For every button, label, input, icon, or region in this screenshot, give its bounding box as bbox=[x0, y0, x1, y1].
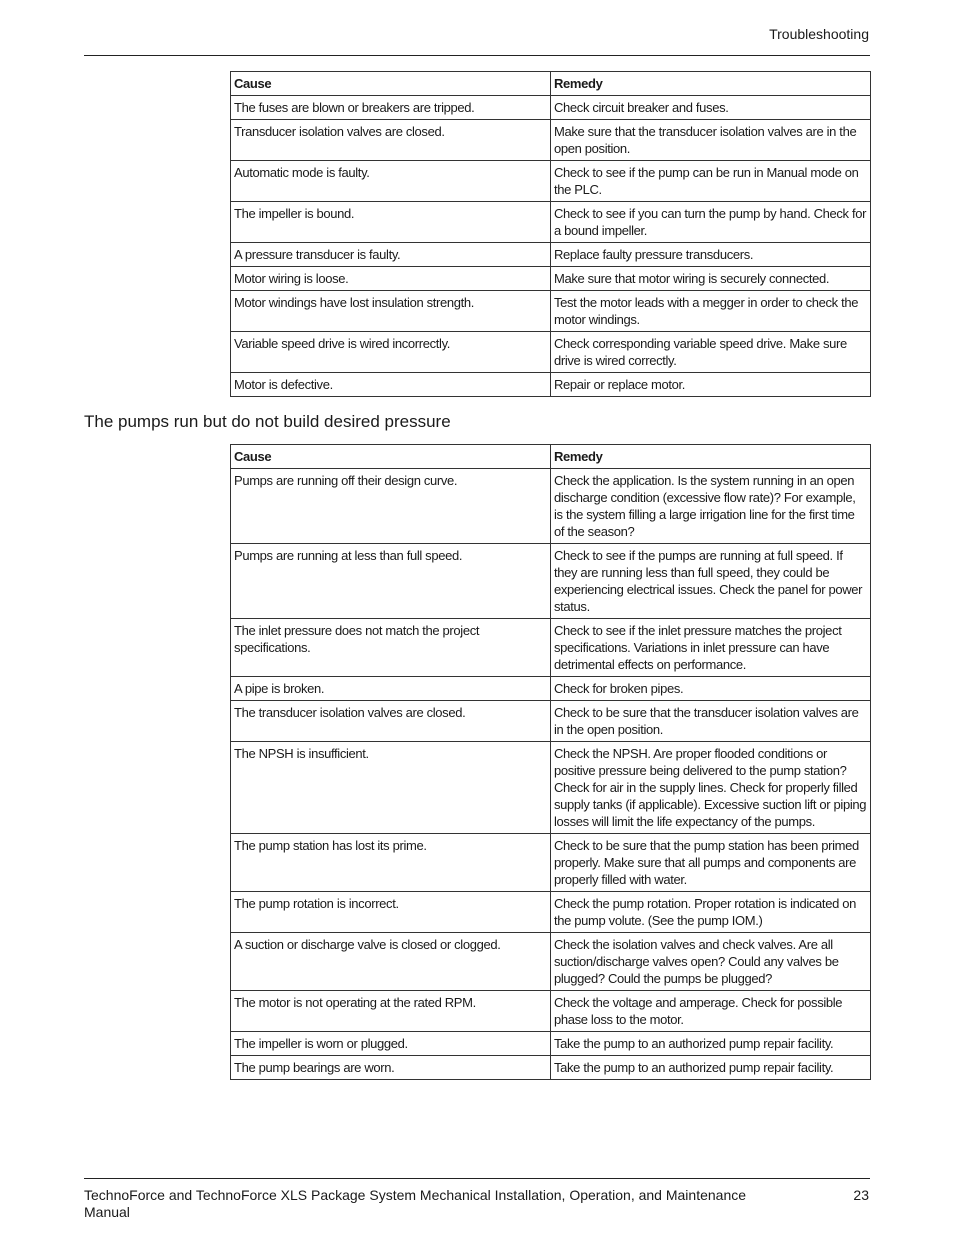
troubleshooting-table-2 bbox=[230, 444, 871, 1080]
remedy-cell: Check the NPSH. Are proper flooded conditions or positive pressure being delivered to the pump station? Check for air in the supply lines. Check for properly filled supply tanks (if applicable). Excessive suction lift or piping losses will limit the life expectancy of the pumps. bbox=[551, 742, 871, 834]
cause-cell: Pumps are running off their design curve. bbox=[231, 469, 551, 544]
remedy-cell: Check the pump rotation. Proper rotation is indicated on the pump volute. (See the pump IOM.) bbox=[551, 892, 871, 933]
table-row bbox=[231, 291, 871, 332]
cause-cell: The pump rotation is incorrect. bbox=[231, 892, 551, 933]
remedy-cell: Check the voltage and amperage. Check for possible phase loss to the motor. bbox=[551, 991, 871, 1032]
remedy-cell: Check to see if the pump can be run in Manual mode on the PLC. bbox=[551, 161, 871, 202]
table-row bbox=[231, 202, 871, 243]
table-row bbox=[231, 373, 871, 397]
cause-cell: The inlet pressure does not match the project specifications. bbox=[231, 619, 551, 677]
table-row bbox=[231, 267, 871, 291]
cause-cell: The pump station has lost its prime. bbox=[231, 834, 551, 892]
cause-cell: The NPSH is insufficient. bbox=[231, 742, 551, 834]
cause-cell: The pump bearings are worn. bbox=[231, 1056, 551, 1080]
remedy-cell: Check the isolation valves and check valves. Are all suction/discharge valves open? Could any valves be plugged? Could the pumps be plugged? bbox=[551, 933, 871, 991]
table-body bbox=[231, 469, 871, 1080]
remedy-cell: Make sure that the transducer isolation valves are in the open position. bbox=[551, 120, 871, 161]
table-row bbox=[231, 120, 871, 161]
column-header-remedy: Remedy bbox=[551, 72, 871, 96]
remedy-cell: Check to see if the inlet pressure matches the project specifications. Variations in inlet pressure can have detrimental effects on performance. bbox=[551, 619, 871, 677]
remedy-cell: Check for broken pipes. bbox=[551, 677, 871, 701]
table-row bbox=[231, 544, 871, 619]
table-row bbox=[231, 742, 871, 834]
cause-cell: A pressure transducer is faulty. bbox=[231, 243, 551, 267]
remedy-cell: Replace faulty pressure transducers. bbox=[551, 243, 871, 267]
table-row bbox=[231, 1032, 871, 1056]
table-body bbox=[231, 96, 871, 397]
page-number: 23 bbox=[853, 1187, 869, 1203]
cause-cell: The motor is not operating at the rated RPM. bbox=[231, 991, 551, 1032]
cause-cell: The fuses are blown or breakers are tripped. bbox=[231, 96, 551, 120]
table-row bbox=[231, 677, 871, 701]
table-row bbox=[231, 96, 871, 120]
table-row bbox=[231, 161, 871, 202]
table-row bbox=[231, 469, 871, 544]
section-heading: The pumps run but do not build desired pressure bbox=[84, 412, 451, 431]
cause-cell: Transducer isolation valves are closed. bbox=[231, 120, 551, 161]
table-row bbox=[231, 619, 871, 677]
remedy-cell: Take the pump to an authorized pump repair facility. bbox=[551, 1032, 871, 1056]
remedy-cell: Check circuit breaker and fuses. bbox=[551, 96, 871, 120]
table-header-row bbox=[231, 445, 871, 469]
cause-cell: Motor windings have lost insulation strength. bbox=[231, 291, 551, 332]
troubleshooting-table-1 bbox=[230, 71, 871, 397]
cause-cell: Automatic mode is faulty. bbox=[231, 161, 551, 202]
remedy-cell: Make sure that motor wiring is securely connected. bbox=[551, 267, 871, 291]
cause-cell: Motor is defective. bbox=[231, 373, 551, 397]
table-row bbox=[231, 243, 871, 267]
cause-cell: The transducer isolation valves are closed. bbox=[231, 701, 551, 742]
cause-cell: A pipe is broken. bbox=[231, 677, 551, 701]
cause-cell: A suction or discharge valve is closed or clogged. bbox=[231, 933, 551, 991]
cause-cell: Variable speed drive is wired incorrectly. bbox=[231, 332, 551, 373]
column-header-cause: Cause bbox=[231, 72, 551, 96]
remedy-cell: Check to be sure that the pump station has been primed properly. Make sure that all pumps and components are properly filled with water. bbox=[551, 834, 871, 892]
table-row bbox=[231, 701, 871, 742]
remedy-cell: Take the pump to an authorized pump repair facility. bbox=[551, 1056, 871, 1080]
remedy-cell: Check to be sure that the transducer isolation valves are in the open position. bbox=[551, 701, 871, 742]
table-row bbox=[231, 332, 871, 373]
table-header-row bbox=[231, 72, 871, 96]
header-divider bbox=[84, 55, 870, 56]
remedy-cell: Check corresponding variable speed drive. Make sure drive is wired correctly. bbox=[551, 332, 871, 373]
cause-cell: Motor wiring is loose. bbox=[231, 267, 551, 291]
footer-divider bbox=[84, 1178, 870, 1179]
cause-cell: The impeller is worn or plugged. bbox=[231, 1032, 551, 1056]
column-header-cause: Cause bbox=[231, 445, 551, 469]
remedy-cell: Check the application. Is the system running in an open discharge condition (excessive flow rate)? For example, is the system filling a large irrigation line for the first time of the season? bbox=[551, 469, 871, 544]
table-row bbox=[231, 991, 871, 1032]
remedy-cell: Check to see if the pumps are running at full speed. If they are running less than full speed, they could be experiencing electrical issues. Check the panel for power status. bbox=[551, 544, 871, 619]
cause-cell: The impeller is bound. bbox=[231, 202, 551, 243]
cause-cell: Pumps are running at less than full speed. bbox=[231, 544, 551, 619]
remedy-cell: Repair or replace motor. bbox=[551, 373, 871, 397]
running-header: Troubleshooting bbox=[769, 26, 869, 42]
column-header-remedy: Remedy bbox=[551, 445, 871, 469]
table-row bbox=[231, 933, 871, 991]
table-row bbox=[231, 892, 871, 933]
footer-document-title: TechnoForce and TechnoForce XLS Package System Mechanical Installation, Operation, and Maintenance Manual bbox=[84, 1187, 747, 1220]
remedy-cell: Test the motor leads with a megger in order to check the motor windings. bbox=[551, 291, 871, 332]
remedy-cell: Check to see if you can turn the pump by hand. Check for a bound impeller. bbox=[551, 202, 871, 243]
table-row bbox=[231, 834, 871, 892]
table-row bbox=[231, 1056, 871, 1080]
